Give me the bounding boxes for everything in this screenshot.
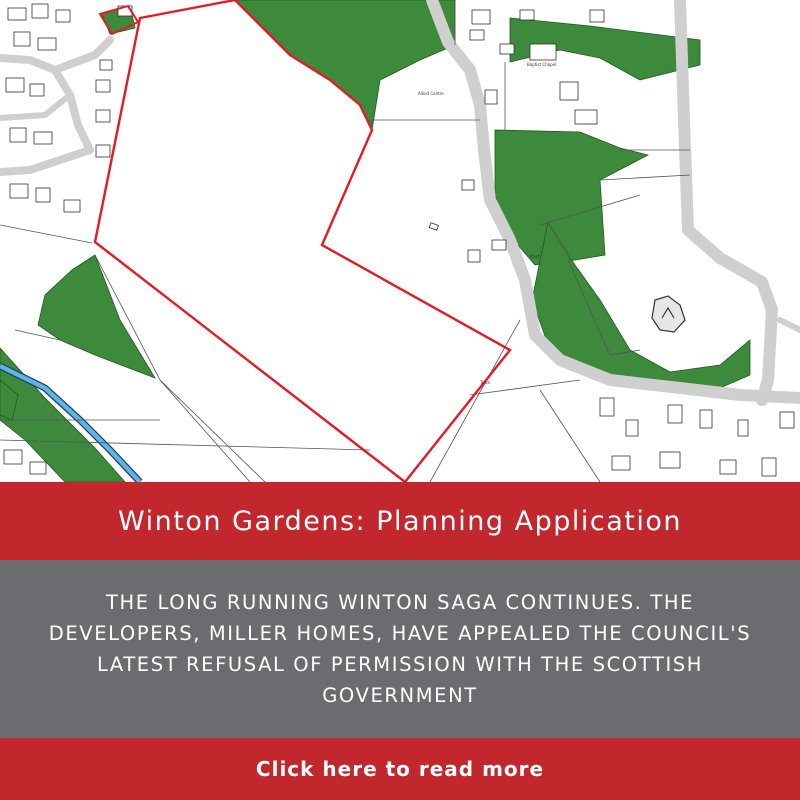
map-label-chapel: Baptist Chapel <box>527 62 557 67</box>
summary-panel <box>0 560 800 738</box>
map-label-allied-centre: Allied Centre <box>418 91 444 96</box>
west-estate-road-3 <box>0 95 70 118</box>
map-label-mast: Mast <box>530 254 540 259</box>
woodland-north <box>235 0 455 130</box>
site-boundary <box>95 0 510 482</box>
buildings <box>4 4 794 476</box>
mast-loop <box>652 296 685 332</box>
article-summary: THE LONG RUNNING WINTON SAGA CONTINUES. THE DEVELOPERS, MILLER HOMES, HAVE APPEALED THE COUNCIL'S LATEST REFUSAL OF PERMISSION WITH THE SCOTTISH GOVERNMENT <box>48 591 752 707</box>
read-more-label: Click here to read more <box>255 757 545 781</box>
map-label-track: Track <box>480 380 491 385</box>
south-road <box>780 320 800 330</box>
read-more-button[interactable] <box>0 738 800 800</box>
title-banner <box>0 482 800 560</box>
article-title: Winton Gardens: Planning Application <box>118 505 682 537</box>
